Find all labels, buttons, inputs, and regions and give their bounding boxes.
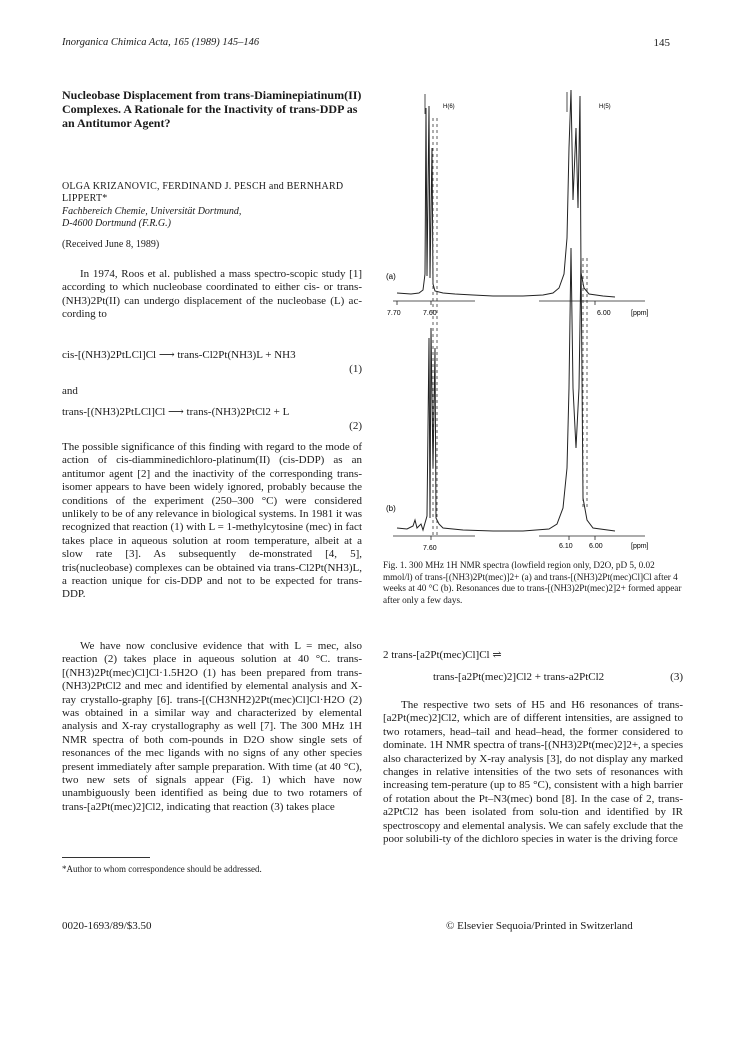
nmr-spectra <box>383 88 683 554</box>
tick-a-760: 7.60 <box>423 310 437 317</box>
equation-1-text: cis-[(NH3)2PtLCl]Cl ⟶ trans-Cl2Pt(NH3)L + NH3 <box>62 349 296 361</box>
copyright: © Elsevier Sequoia/Printed in Switzerland <box>446 920 633 932</box>
equation-3-line-2: trans-[a2Pt(mec)2]Cl2 + trans-a2PtCl2 <box>433 671 605 683</box>
paragraph-significance: The possible significance of this finding with regard to the mode of action of cis-diamminedichloro-platinum(II) (cis-DDP) as an antitumor agent [2] and the inactivity of the corresponding trans-isomer appears to have been widely ignored, probably because the conditions of the experiment (250–300 °C) were considered unlikely to be of any relevance in biological systems. In 1981 it was recognized that reaction (1) with L = 1-methylcytosine (mec) in fact takes place in aqueous solution at room temperature, albeit at a slow rate [3]. As subsequently de-monstrated [4, 5], tris(nucleobase) complexes can be obtained via trans-Cl2Pt(NH3)L, a reaction unique for cis-DDP and not to be expected for trans-DDP. <box>62 441 362 601</box>
equation-3-number: (3) <box>670 671 683 683</box>
figure-caption: Fig. 1. 300 MHz 1H NMR spectra (lowfield region only, D2O, pD 5, 0.02 mmol/l) of trans-[(NH3)2Pt(mec)]2+ (a) and trans-[(NH3)2Pt(mec)Cl]Cl after 4 weeks at 40 °C (b). Resonances due to trans-[(NH3)2Pt(mec)2]2+ formed appear after only a few days. <box>383 560 682 605</box>
tick-b-610: 6.10 <box>559 543 573 550</box>
tick-a-600: 6.00 <box>597 310 611 317</box>
article-title: Nucleobase Displacement from trans-Diaminepiatinum(II) Complexes. A Rationale for the Inactivity of trans-DDP as an Antitumor Agent? <box>62 88 362 130</box>
unit-a: [ppm] <box>631 310 649 317</box>
unit-b: [ppm] <box>631 543 649 550</box>
author-list: OLGA KRIZANOVIC, FERDINAND J. PESCH and BERNHARD LIPPERT* <box>62 181 344 204</box>
paragraph-rotamers: The respective two sets of H5 and H6 resonances of trans-[a2Pt(mec)2]Cl2, which are of different intensities, are assigned to two rotamers, head–tail and head–head, the former considered to dominate. 1H NMR spectra of trans-[(NH3)2Pt(mec)2]2+, a species also characterized by X-ray analysis [3], do not display any marked changes in relative intensities of the two sets of resonances with increasing tem-perature (up to 85 °C), consistent with a high barrier of rotation about the Pt–N3(mec) bond [8]. In the case of 2, trans-a2PtCl2 has been isolated from solu-tion and identified by IR spectroscopy and elemental analysis. We can safely exclude that the poor solubili-ty of the dichloro species in water is the driving force <box>383 699 683 846</box>
and-connector: and <box>62 385 78 397</box>
panel-b-label: (b) <box>386 504 396 513</box>
label-h5: H(5) <box>599 104 611 110</box>
equation-2-text: trans-[(NH3)2PtLCl]Cl ⟶ trans-(NH3)2PtCl2 + L <box>62 406 290 418</box>
footnote-divider <box>62 857 150 858</box>
equation-2 <box>62 405 362 433</box>
panel-a-label: (a) <box>386 272 396 281</box>
article-code: 0020-1693/89/$3.50 <box>62 920 152 932</box>
equation-1-number: (1) <box>349 363 362 375</box>
tick-b-600: 6.00 <box>589 543 603 550</box>
affiliation-line-1: Fachbereich Chemie, Universität Dortmund, <box>62 206 242 217</box>
nmr-figure <box>383 88 683 554</box>
tick-a-770: 7.70 <box>387 310 401 317</box>
footnote: *Author to whom correspondence should be addressed. <box>62 864 262 874</box>
equation-3 <box>383 648 683 684</box>
tick-b-760: 7.60 <box>423 545 437 552</box>
paragraph-evidence: We have now conclusive evidence that with L = mec, also reaction (2) takes place in aqueous solution at 40 °C. trans-[(NH3)2Pt(mec)Cl]Cl·1.5H2O (1) has been prepared from trans-(NH3)2PtCl2 and mec and identified by elemental analysis and X-ray crystallo-graphy [6]. trans-[(CH3NH2)2Pt(mec)Cl]Cl·H2O (2) was obtained in a similar way and characterized by elemental analysis and X-ray crystallography as well [7]. The 300 MHz 1H NMR spectra of both com-pounds in D2O show single sets of resonances of the mec ligands with no signs of any other species present immediately after sample preparation. With time (at 40 °C), two new sets of signals appear (Fig. 1) which have now unambiguously been identified as being due to two rotamers of trans-[a2Pt(mec)2]Cl2, indicating that reaction (3) takes place <box>62 640 362 813</box>
journal-header: Inorganica Chimica Acta, 165 (1989) 145–146 <box>62 37 260 48</box>
label-h6: H(6) <box>443 104 455 110</box>
page-number: 145 <box>653 37 670 49</box>
spectrum-b-trace <box>397 248 615 531</box>
affiliation-line-2: D-4600 Dortmund (F.R.G.) <box>62 218 171 229</box>
received-date: (Received June 8, 1989) <box>62 239 160 250</box>
equation-1 <box>62 348 362 376</box>
equation-2-number: (2) <box>349 420 362 432</box>
paragraph-intro: In 1974, Roos et al. published a mass spectro-scopic study [1] according to which nucleobase coordinated to either cis- or trans-(NH3)2Pt(II) can undergo displacement of the nucleobase (L) ac-cording to <box>62 268 362 321</box>
affiliation <box>62 206 362 230</box>
spectrum-a-trace <box>397 90 615 297</box>
equation-3-line-1: 2 trans-[a2Pt(mec)Cl]Cl ⇌ <box>383 649 502 661</box>
